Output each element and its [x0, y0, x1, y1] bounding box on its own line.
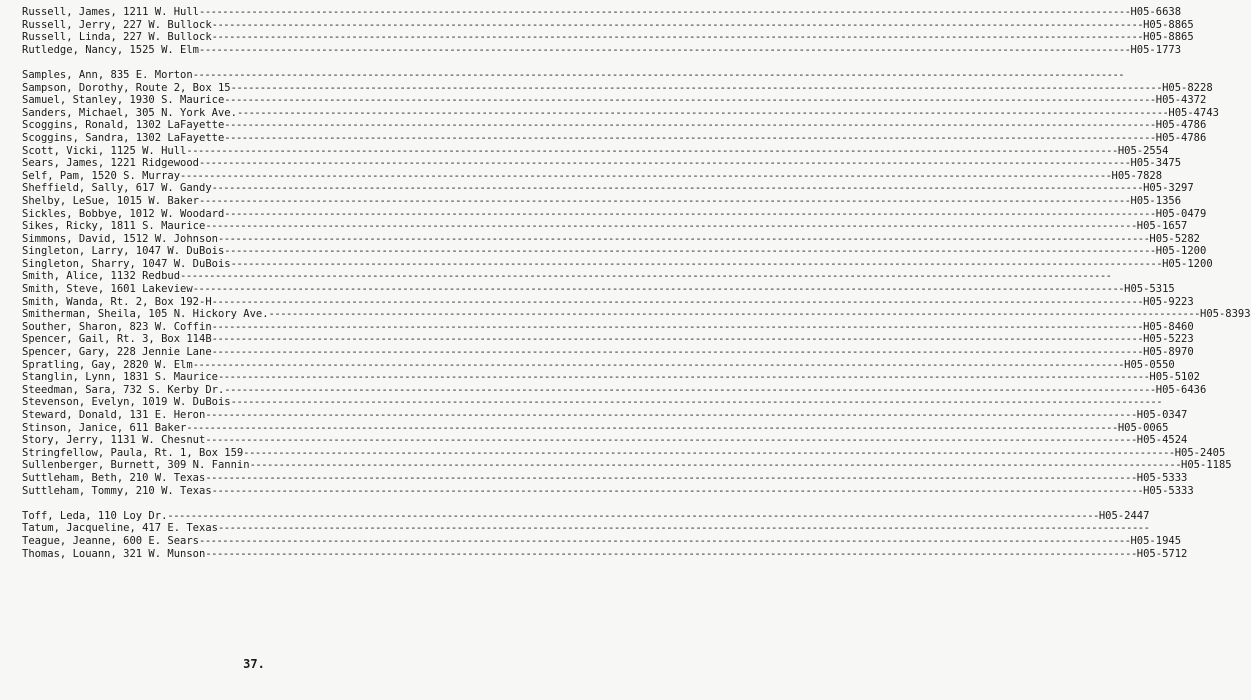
dot-leader: ---------------------------------------------------------------------------------------------------------------------------------------------------------------- [186, 144, 1118, 157]
entry-name-address: Tatum, Jacqueline, 417 E. Texas [22, 522, 218, 535]
dot-leader: ---------------------------------------------------------------------------------------------------------------------------------------------------------------- [199, 157, 1131, 170]
entry-phone: H05-0347 [1136, 409, 1188, 421]
dot-leader: ---------------------------------------------------------------------------------------------------------------------------------------------------------------- [224, 383, 1156, 396]
entry-name-address: Sheffield, Sally, 617 W. Gandy [22, 182, 212, 195]
entry-phone: H05-2405 [1174, 446, 1226, 459]
entry-name-address: Sanders, Michael, 305 N. York Ave. [22, 106, 237, 119]
dot-leader: ---------------------------------------------------------------------------------------------------------------------------------------------------------------- [192, 358, 1125, 371]
directory-entry [22, 81, 1213, 95]
directory-entry [22, 295, 1194, 309]
directory-entry [22, 371, 1200, 384]
entry-name-address: Russell, Jerry, 227 W. Bullock [22, 18, 212, 31]
dot-leader: ---------------------------------------------------------------------------------------------------------------------------------------------------------------- [192, 68, 1125, 81]
entry-phone: H05-1200 [1155, 245, 1207, 258]
directory-entry [22, 18, 1194, 32]
entry-name-address: Samples, Ann, 835 E. Morton [22, 68, 193, 81]
directory-entry [22, 459, 1232, 472]
entry-phone: H05-1185 [1181, 459, 1232, 472]
directory-entry [22, 119, 1207, 132]
directory-entry [22, 446, 1226, 460]
directory-entry [22, 144, 1169, 158]
dot-leader: ---------------------------------------------------------------------------------------------------------------------------------------------------------------- [199, 43, 1131, 56]
entry-phone: H05-4372 [1155, 94, 1207, 107]
dot-leader: ---------------------------------------------------------------------------------------------------------------------------------------------------------------- [167, 509, 1099, 522]
entry-name-address: Samuel, Stanley, 1930 S. Maurice [22, 94, 225, 107]
directory-entry [22, 434, 1188, 447]
entry-phone: H05-5223 [1143, 333, 1194, 346]
entry-name-address: Toff, Leda, 110 Loy Dr. [22, 509, 168, 522]
entry-phone: H05-1657 [1136, 220, 1188, 233]
entry-phone: H05-9223 [1143, 295, 1194, 308]
entry-name-address: Suttleham, Beth, 210 W. Texas [22, 471, 206, 484]
dot-leader: ---------------------------------------------------------------------------------------------------------------------------------------------------------------- [211, 182, 1144, 195]
entry-name-address: Singleton, Larry, 1047 W. DuBois [22, 245, 225, 258]
directory-entry [22, 157, 1182, 170]
entry-phone: H05-1945 [1130, 534, 1182, 547]
directory-entry [22, 421, 1169, 435]
dot-leader: ---------------------------------------------------------------------------------------------------------------------------------------------------------------- [217, 232, 1150, 245]
dot-leader: ---------------------------------------------------------------------------------------------------------------------------------------------------------------- [268, 308, 1200, 321]
entry-name-address: Teague, Jeanne, 600 E. Sears [22, 534, 200, 547]
entry-phone: H05-4786 [1155, 119, 1207, 132]
directory-entry [22, 220, 1188, 233]
entry-phone: H05-5102 [1149, 371, 1200, 384]
entry-name-address: Smith, Alice, 1132 Redbud [22, 270, 181, 283]
directory-entry [22, 270, 1112, 283]
entry-name-address: Scoggins, Ronald, 1302 LaFayette [22, 119, 225, 132]
entry-name-address: Singleton, Sharry, 1047 W. DuBois [22, 257, 231, 270]
dot-leader: ---------------------------------------------------------------------------------------------------------------------------------------------------------------- [211, 346, 1144, 359]
entry-phone: H05-6436 [1155, 383, 1207, 396]
entry-name-address: Smith, Wanda, Rt. 2, Box 192-H [22, 295, 212, 308]
dot-leader: ---------------------------------------------------------------------------------------------------------------------------------------------------------------- [205, 409, 1137, 421]
dot-leader: ---------------------------------------------------------------------------------------------------------------------------------------------------------------- [180, 270, 1112, 283]
directory-entry [22, 320, 1194, 334]
directory-entry [22, 6, 1182, 19]
dot-leader: ---------------------------------------------------------------------------------------------------------------------------------------------------------------- [205, 434, 1137, 447]
dot-leader: ---------------------------------------------------------------------------------------------------------------------------------------------------------------- [199, 6, 1131, 18]
entry-phone: H05-2447 [1098, 509, 1150, 522]
entry-phone: H05-3475 [1130, 157, 1182, 170]
directory-entry [22, 94, 1207, 107]
dot-leader: ---------------------------------------------------------------------------------------------------------------------------------------------------------------- [211, 18, 1144, 31]
entry-name-address: Sickles, Bobbye, 1012 W. Woodard [22, 207, 225, 220]
entry-name-address: Stanglin, Lynn, 1831 S. Maurice [22, 371, 218, 384]
dot-leader: ---------------------------------------------------------------------------------------------------------------------------------------------------------------- [230, 81, 1163, 94]
entry-name-address: Scott, Vicki, 1125 W. Hull [22, 144, 187, 157]
entry-phone: H05-4786 [1155, 131, 1207, 144]
dot-leader: ---------------------------------------------------------------------------------------------------------------------------------------------------------------- [211, 295, 1144, 308]
entry-name-address: Sears, James, 1221 Ridgewood [22, 157, 200, 170]
entry-name-address: Sullenberger, Burnett, 309 N. Fannin [22, 459, 250, 472]
entry-name-address: Spratling, Gay, 2820 W. Elm [22, 358, 193, 371]
directory-entry [22, 68, 1125, 82]
entry-name-address: Suttleham, Tommy, 210 W. Texas [22, 484, 212, 497]
dot-leader: ---------------------------------------------------------------------------------------------------------------------------------------------------------------- [205, 471, 1137, 484]
dot-leader: ---------------------------------------------------------------------------------------------------------------------------------------------------------------- [230, 257, 1163, 270]
entry-phone: H05-4743 [1168, 106, 1219, 119]
entry-phone: H05-7828 [1111, 169, 1163, 182]
dot-leader: ---------------------------------------------------------------------------------------------------------------------------------------------------------------- [217, 522, 1150, 535]
entry-phone: H05-0065 [1117, 421, 1169, 434]
dot-leader: ---------------------------------------------------------------------------------------------------------------------------------------------------------------- [230, 396, 1163, 409]
entry-name-address: Simmons, David, 1512 W. Johnson [22, 232, 218, 245]
entry-name-address: Smith, Steve, 1601 Lakeview [22, 283, 193, 296]
entry-name-address: Stevenson, Evelyn, 1019 W. DuBois [22, 396, 231, 409]
dot-leader: ---------------------------------------------------------------------------------------------------------------------------------------------------------------- [211, 484, 1144, 497]
entry-name-address: Sikes, Ricky, 1811 S. Maurice [22, 220, 206, 233]
dot-leader: ---------------------------------------------------------------------------------------------------------------------------------------------------------------- [224, 245, 1156, 258]
entry-phone: H05-5282 [1149, 232, 1200, 245]
dot-leader: ---------------------------------------------------------------------------------------------------------------------------------------------------------------- [217, 371, 1150, 384]
entry-name-address: Steward, Donald, 131 E. Heron [22, 409, 206, 421]
directory-entry [22, 31, 1194, 44]
directory-entry [22, 346, 1194, 359]
directory-entry [22, 245, 1207, 258]
dot-leader: ---------------------------------------------------------------------------------------------------------------------------------------------------------------- [186, 421, 1118, 434]
directory-entry [22, 396, 1163, 409]
entry-phone: H05-8865 [1143, 31, 1194, 44]
entry-name-address: Story, Jerry, 1131 W. Chesnut [22, 434, 206, 447]
directory-entry [22, 182, 1194, 195]
entry-name-address: Souther, Sharon, 823 W. Coffin [22, 320, 212, 333]
entry-phone: H05-2554 [1117, 144, 1169, 157]
directory-entry [22, 484, 1194, 498]
directory-entry [22, 232, 1200, 246]
entry-phone: H05-5333 [1136, 471, 1188, 484]
entry-phone: H05-5333 [1143, 484, 1194, 497]
directory-entry [22, 283, 1175, 296]
entry-phone: H05-3297 [1143, 182, 1194, 195]
dot-leader: ---------------------------------------------------------------------------------------------------------------------------------------------------------------- [224, 119, 1156, 132]
entry-phone: H05-0479 [1155, 207, 1207, 220]
entry-phone: H05-8228 [1162, 81, 1213, 94]
dot-leader: ---------------------------------------------------------------------------------------------------------------------------------------------------------------- [180, 169, 1112, 182]
dot-leader: ---------------------------------------------------------------------------------------------------------------------------------------------------------------- [211, 333, 1144, 346]
entry-name-address: Rutledge, Nancy, 1525 W. Elm [22, 43, 200, 56]
entry-name-address: Russell, James, 1211 W. Hull [22, 6, 200, 18]
dot-leader: ---------------------------------------------------------------------------------------------------------------------------------------------------------------- [236, 106, 1169, 119]
directory-entry [22, 333, 1194, 346]
entry-name-address: Self, Pam, 1520 S. Murray [22, 169, 181, 182]
entry-phone: H05-8865 [1143, 18, 1194, 31]
directory-entry [22, 547, 1188, 561]
directory-entry [22, 194, 1182, 208]
directory-entry [22, 131, 1207, 145]
directory-entry [22, 308, 1251, 321]
directory-entry [22, 169, 1163, 183]
entry-name-address: Thomas, Louann, 321 W. Munson [22, 547, 206, 560]
directory-entry [22, 522, 1150, 535]
group-gap [22, 497, 488, 510]
directory-listing [22, 6, 1251, 560]
entry-phone: H05-6638 [1130, 6, 1182, 18]
entry-name-address: Stringfellow, Paula, Rt. 1, Box 159 [22, 446, 244, 459]
dot-leader: ---------------------------------------------------------------------------------------------------------------------------------------------------------------- [224, 131, 1156, 144]
entry-name-address: Spencer, Gail, Rt. 3, Box 114B [22, 333, 212, 346]
entry-phone: H05-0550 [1124, 358, 1175, 371]
dot-leader: ---------------------------------------------------------------------------------------------------------------------------------------------------------------- [205, 220, 1137, 233]
dot-leader: ---------------------------------------------------------------------------------------------------------------------------------------------------------------- [205, 547, 1137, 560]
entry-name-address: Russell, Linda, 227 W. Bullock [22, 31, 212, 44]
dot-leader: ---------------------------------------------------------------------------------------------------------------------------------------------------------------- [199, 534, 1131, 547]
directory-entry [22, 43, 1182, 57]
entry-name-address: Spencer, Gary, 228 Jennie Lane [22, 346, 212, 359]
dot-leader: ---------------------------------------------------------------------------------------------------------------------------------------------------------------- [192, 283, 1125, 296]
entry-name-address: Smitherman, Sheila, 105 N. Hickory Ave. [22, 308, 269, 321]
entry-name-address: Shelby, LeSue, 1015 W. Baker [22, 194, 200, 207]
dot-leader: ---------------------------------------------------------------------------------------------------------------------------------------------------------------- [224, 94, 1156, 107]
dot-leader: ---------------------------------------------------------------------------------------------------------------------------------------------------------------- [249, 459, 1182, 472]
directory-entry [22, 383, 1207, 397]
entry-phone: H05-1200 [1162, 257, 1213, 270]
entry-name-address: Sampson, Dorothy, Route 2, Box 15 [22, 81, 231, 94]
directory-entry [22, 409, 1188, 422]
entry-name-address: Scoggins, Sandra, 1302 LaFayette [22, 131, 225, 144]
dot-leader: ---------------------------------------------------------------------------------------------------------------------------------------------------------------- [243, 446, 1175, 459]
directory-entry [22, 257, 1213, 271]
entry-phone: H05-5315 [1124, 283, 1175, 296]
group-gap [22, 56, 488, 69]
dot-leader: ---------------------------------------------------------------------------------------------------------------------------------------------------------------- [199, 194, 1131, 207]
directory-entry [22, 534, 1182, 548]
dot-leader: ---------------------------------------------------------------------------------------------------------------------------------------------------------------- [224, 207, 1156, 220]
page-number: 37. [243, 657, 265, 671]
entry-name-address: Steedman, Sara, 732 S. Kerby Dr. [22, 383, 225, 396]
entry-phone: H05-8970 [1143, 346, 1194, 359]
directory-entry [22, 509, 1150, 523]
entry-phone: H05-4524 [1136, 434, 1188, 447]
directory-entry [22, 358, 1175, 372]
entry-phone: H05-8393 [1200, 308, 1251, 321]
entry-phone: H05-8460 [1143, 320, 1194, 333]
entry-phone: H05-5712 [1136, 547, 1188, 560]
entry-phone: H05-1356 [1130, 194, 1182, 207]
directory-entry [22, 471, 1188, 485]
entry-name-address: Stinson, Janice, 611 Baker [22, 421, 187, 434]
entry-phone: H05-1773 [1130, 43, 1182, 56]
dot-leader: ---------------------------------------------------------------------------------------------------------------------------------------------------------------- [211, 320, 1144, 333]
directory-entry [22, 106, 1219, 120]
dot-leader: ---------------------------------------------------------------------------------------------------------------------------------------------------------------- [211, 31, 1144, 44]
directory-entry [22, 207, 1207, 221]
